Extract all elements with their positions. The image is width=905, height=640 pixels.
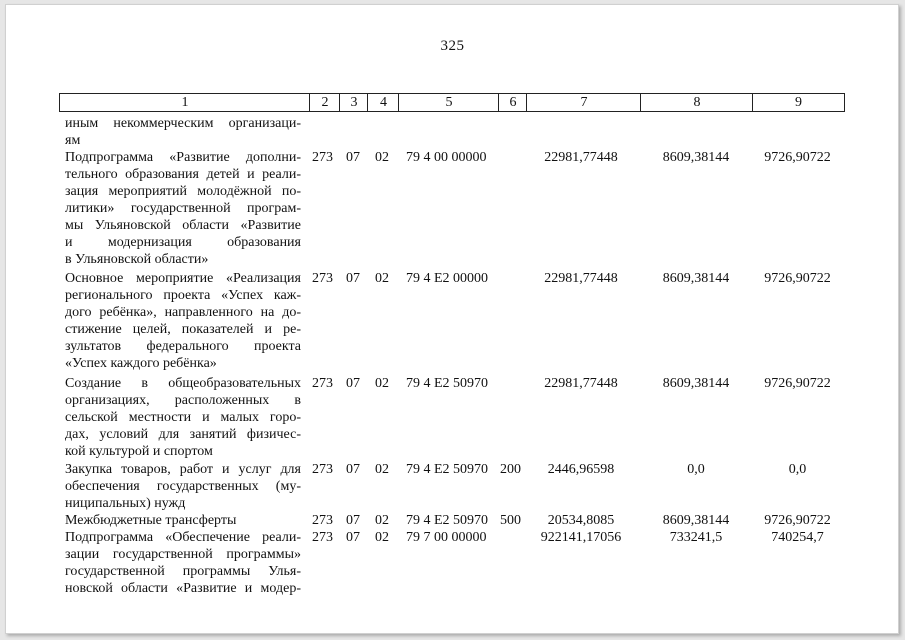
table-row [65, 461, 301, 512]
cell-amount-col8: 8609,38144 [662, 150, 730, 165]
cell-amount-col9: 9726,90722 [764, 513, 831, 528]
cell-amount-col9: 740254,7 [771, 530, 824, 545]
cell-section: 07 [346, 513, 360, 528]
cell-amount-col9: 0,0 [788, 462, 807, 477]
cell-subsection: 02 [375, 530, 389, 545]
table-row [65, 375, 301, 460]
table-row [65, 512, 301, 529]
row-desc-line: стижение целей, показателей и ре- [65, 322, 301, 337]
row-desc-line: тельного образования детей и реали- [65, 167, 301, 182]
page-number: 325 [440, 38, 465, 54]
row-desc-line: и модернизация образования [65, 235, 301, 250]
header-col-3: 3 [339, 93, 368, 112]
cell-amount-col8: 0,0 [687, 462, 705, 477]
cell-target-article: 79 4 00 00000 [406, 150, 487, 165]
row-desc-line: иным некоммерческим организаци- [65, 116, 301, 131]
cell-expense-type: 500 [500, 513, 521, 528]
cell-amount-col7: 922141,17056 [540, 530, 622, 545]
cell-amount-col7: 22981,77448 [544, 271, 618, 286]
row-desc-line: литики» государственной програм- [65, 201, 301, 216]
cell-amount-col9: 9726,90722 [764, 376, 831, 391]
table-row [65, 270, 301, 372]
cell-amount-col8: 733241,5 [669, 530, 723, 545]
row-desc-line: ям [65, 133, 81, 148]
table-row [65, 149, 301, 268]
header-col-9: 9 [752, 93, 845, 112]
header-col-2: 2 [309, 93, 340, 112]
cell-section: 07 [346, 530, 360, 545]
row-desc-line: дах, условий для занятий физичес- [65, 427, 301, 442]
cell-amount-col7: 22981,77448 [544, 150, 618, 165]
cell-target-article: 79 4 E2 00000 [406, 271, 489, 286]
cell-amount-col8: 8609,38144 [662, 376, 730, 391]
row-desc-line: ниципальных) нужд [65, 496, 186, 511]
row-desc-line: Основное мероприятие «Реализация [65, 271, 301, 286]
cell-ministry: 273 [312, 462, 333, 477]
row-desc-line: Межбюджетные трансферты [65, 513, 237, 528]
header-col-8: 8 [640, 93, 753, 112]
row-desc-line: зации государственной программы» [65, 547, 301, 562]
cell-expense-type: 200 [500, 462, 521, 477]
row-desc-line: Закупка товаров, работ и услуг для [65, 462, 301, 477]
table-row [65, 115, 301, 149]
cell-subsection: 02 [375, 513, 389, 528]
cell-target-article: 79 4 E2 50970 [406, 376, 489, 391]
cell-target-article: 79 4 E2 50970 [406, 462, 489, 477]
header-col-1: 1 [59, 93, 310, 112]
cell-amount-col9: 9726,90722 [764, 150, 831, 165]
cell-target-article: 79 4 E2 50970 [406, 513, 489, 528]
row-desc-line: Создание в общеобразовательных [65, 376, 301, 391]
cell-amount-col8: 8609,38144 [662, 513, 730, 528]
header-col-7: 7 [526, 93, 641, 112]
cell-subsection: 02 [375, 376, 389, 391]
row-desc-line: Подпрограмма «Развитие дополни- [65, 150, 301, 165]
row-desc-line: кой культурой и спортом [65, 444, 213, 459]
cell-section: 07 [346, 376, 360, 391]
cell-amount-col7: 20534,8085 [547, 513, 615, 528]
cell-ministry: 273 [312, 376, 333, 391]
cell-target-article: 79 7 00 00000 [406, 530, 487, 545]
row-desc-line: в Ульяновской области» [65, 252, 209, 267]
cell-ministry: 273 [312, 271, 333, 286]
row-desc-line: государственной программы Улья- [65, 564, 301, 579]
cell-ministry: 273 [312, 150, 333, 165]
cell-ministry: 273 [312, 530, 333, 545]
row-desc-line: Подпрограмма «Обеспечение реали- [65, 530, 301, 545]
header-col-5: 5 [398, 93, 499, 112]
header-col-4: 4 [367, 93, 399, 112]
cell-section: 07 [346, 150, 360, 165]
row-desc-line: регионального проекта «Успех каж- [65, 288, 301, 303]
row-desc-line: организациях, расположенных в [65, 393, 301, 408]
row-desc-line: мы Ульяновской области «Развитие [65, 218, 301, 233]
row-desc-line: «Успех каждого ребёнка» [65, 356, 217, 371]
cell-ministry: 273 [312, 513, 333, 528]
cell-subsection: 02 [375, 150, 389, 165]
row-desc-line: зация мероприятий молодёжной по- [65, 184, 301, 199]
header-col-6: 6 [498, 93, 527, 112]
table-row [65, 529, 301, 597]
row-desc-line: дого ребёнка», направленного на до- [65, 305, 301, 320]
cell-amount-col9: 9726,90722 [764, 271, 831, 286]
row-desc-line: сельской местности и малых горо- [65, 410, 301, 425]
cell-subsection: 02 [375, 462, 389, 477]
cell-section: 07 [346, 271, 360, 286]
row-desc-line: зультатов федерального проекта [65, 339, 301, 354]
cell-amount-col8: 8609,38144 [662, 271, 730, 286]
cell-amount-col7: 22981,77448 [544, 376, 618, 391]
table-header [59, 93, 844, 111]
cell-amount-col7: 2446,96598 [547, 462, 615, 477]
row-desc-line: обеспечения государственных (му- [65, 479, 301, 494]
cell-subsection: 02 [375, 271, 389, 286]
row-desc-line: новской области «Развитие и модер- [65, 581, 301, 596]
cell-section: 07 [346, 462, 360, 477]
